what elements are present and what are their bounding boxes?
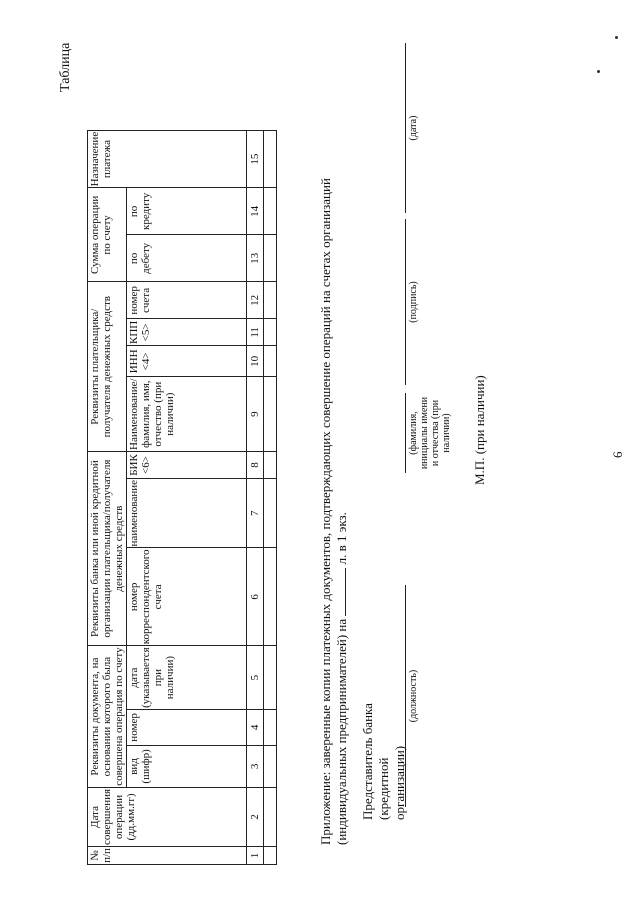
name-line xyxy=(405,393,406,473)
column-number: 13 xyxy=(247,235,264,282)
header-operation-date: Дата совершения операции (дд.мм.гг) xyxy=(88,787,247,846)
header-payment-purpose: Назначение платежа xyxy=(88,130,247,188)
table-caption: Таблица xyxy=(58,42,73,92)
column-number: 1 xyxy=(247,847,264,865)
header-doc-number: номер xyxy=(127,709,247,745)
attachment-line-1: Приложение: заверенные копии платежных документов, подтверждающих совершение операций на счетах организаций xyxy=(318,178,333,845)
signature-caption: (подпись) xyxy=(408,281,419,323)
position-line xyxy=(405,585,406,807)
stamp-note: М.П. (при наличии) xyxy=(472,375,487,485)
page-number: 6 xyxy=(610,451,625,458)
date-caption: (дата) xyxy=(408,115,419,141)
header-bank-details: Реквизиты банка или иной кредитной организации плательщика/получателя денежных средств xyxy=(88,451,127,645)
date-line xyxy=(405,43,406,213)
attachment-line-2-prefix: (индивидуальных предпринимателей) на xyxy=(334,618,349,845)
column-number: 15 xyxy=(247,130,264,188)
column-number: 9 xyxy=(247,377,264,452)
column-number: 12 xyxy=(247,282,264,319)
column-number: 10 xyxy=(247,346,264,377)
header-payer-details: Реквизиты плательщика/получателя денежных средств xyxy=(88,282,127,452)
column-number: 11 xyxy=(247,319,264,346)
header-operation-sum: Сумма операции по счету xyxy=(88,188,127,282)
scan-speck xyxy=(615,36,618,39)
representative-line: (кредитной xyxy=(376,757,391,820)
representative-line: организации) xyxy=(392,745,407,820)
column-number: 14 xyxy=(247,188,264,235)
header-doc-date: дата (указывается при наличии) xyxy=(127,646,247,710)
operations-table xyxy=(87,130,277,865)
column-number: 7 xyxy=(247,478,264,547)
column-number: 6 xyxy=(247,548,264,646)
name-caption: (фамилия, инициалы имени и отчества (при наличии) xyxy=(408,396,452,470)
header-payer-name: Наименование/ фамилия, имя, отчество (при наличии) xyxy=(127,377,247,452)
column-number: 4 xyxy=(247,709,264,745)
header-debit: по дебету xyxy=(127,235,247,282)
column-numbers-row xyxy=(247,130,264,864)
header-inn: ИНН <4> xyxy=(127,346,247,377)
header-bank-name: наименование xyxy=(127,478,247,547)
column-number: 2 xyxy=(247,787,264,846)
column-number: 8 xyxy=(247,451,264,478)
sheets-count-blank xyxy=(345,568,346,616)
representative-line: Представитель банка xyxy=(360,703,375,820)
header-document-details: Реквизиты документа, на основании которого была совершена операция по счету xyxy=(89,647,125,786)
header-doc-type: вид (шифр) xyxy=(127,745,247,787)
representative-block xyxy=(360,703,408,820)
column-number: 3 xyxy=(247,745,264,787)
table-row xyxy=(264,130,277,864)
header-credit: по кредиту xyxy=(127,188,247,235)
header-kpp: КПП <5> xyxy=(127,319,247,346)
position-caption: (должность) xyxy=(408,669,419,723)
column-number: 5 xyxy=(247,646,264,710)
header-corr-account: номер корреспондентского счета xyxy=(127,548,247,646)
attachment-line-2 xyxy=(334,512,350,845)
attachment-line-2-suffix: л. в 1 экз. xyxy=(334,512,349,565)
header-number: № п/п xyxy=(88,847,247,865)
signature-line xyxy=(405,219,406,385)
header-bik: БИК <6> xyxy=(127,451,247,478)
header-account-number: номер счета xyxy=(127,282,247,319)
scan-speck xyxy=(597,70,600,73)
